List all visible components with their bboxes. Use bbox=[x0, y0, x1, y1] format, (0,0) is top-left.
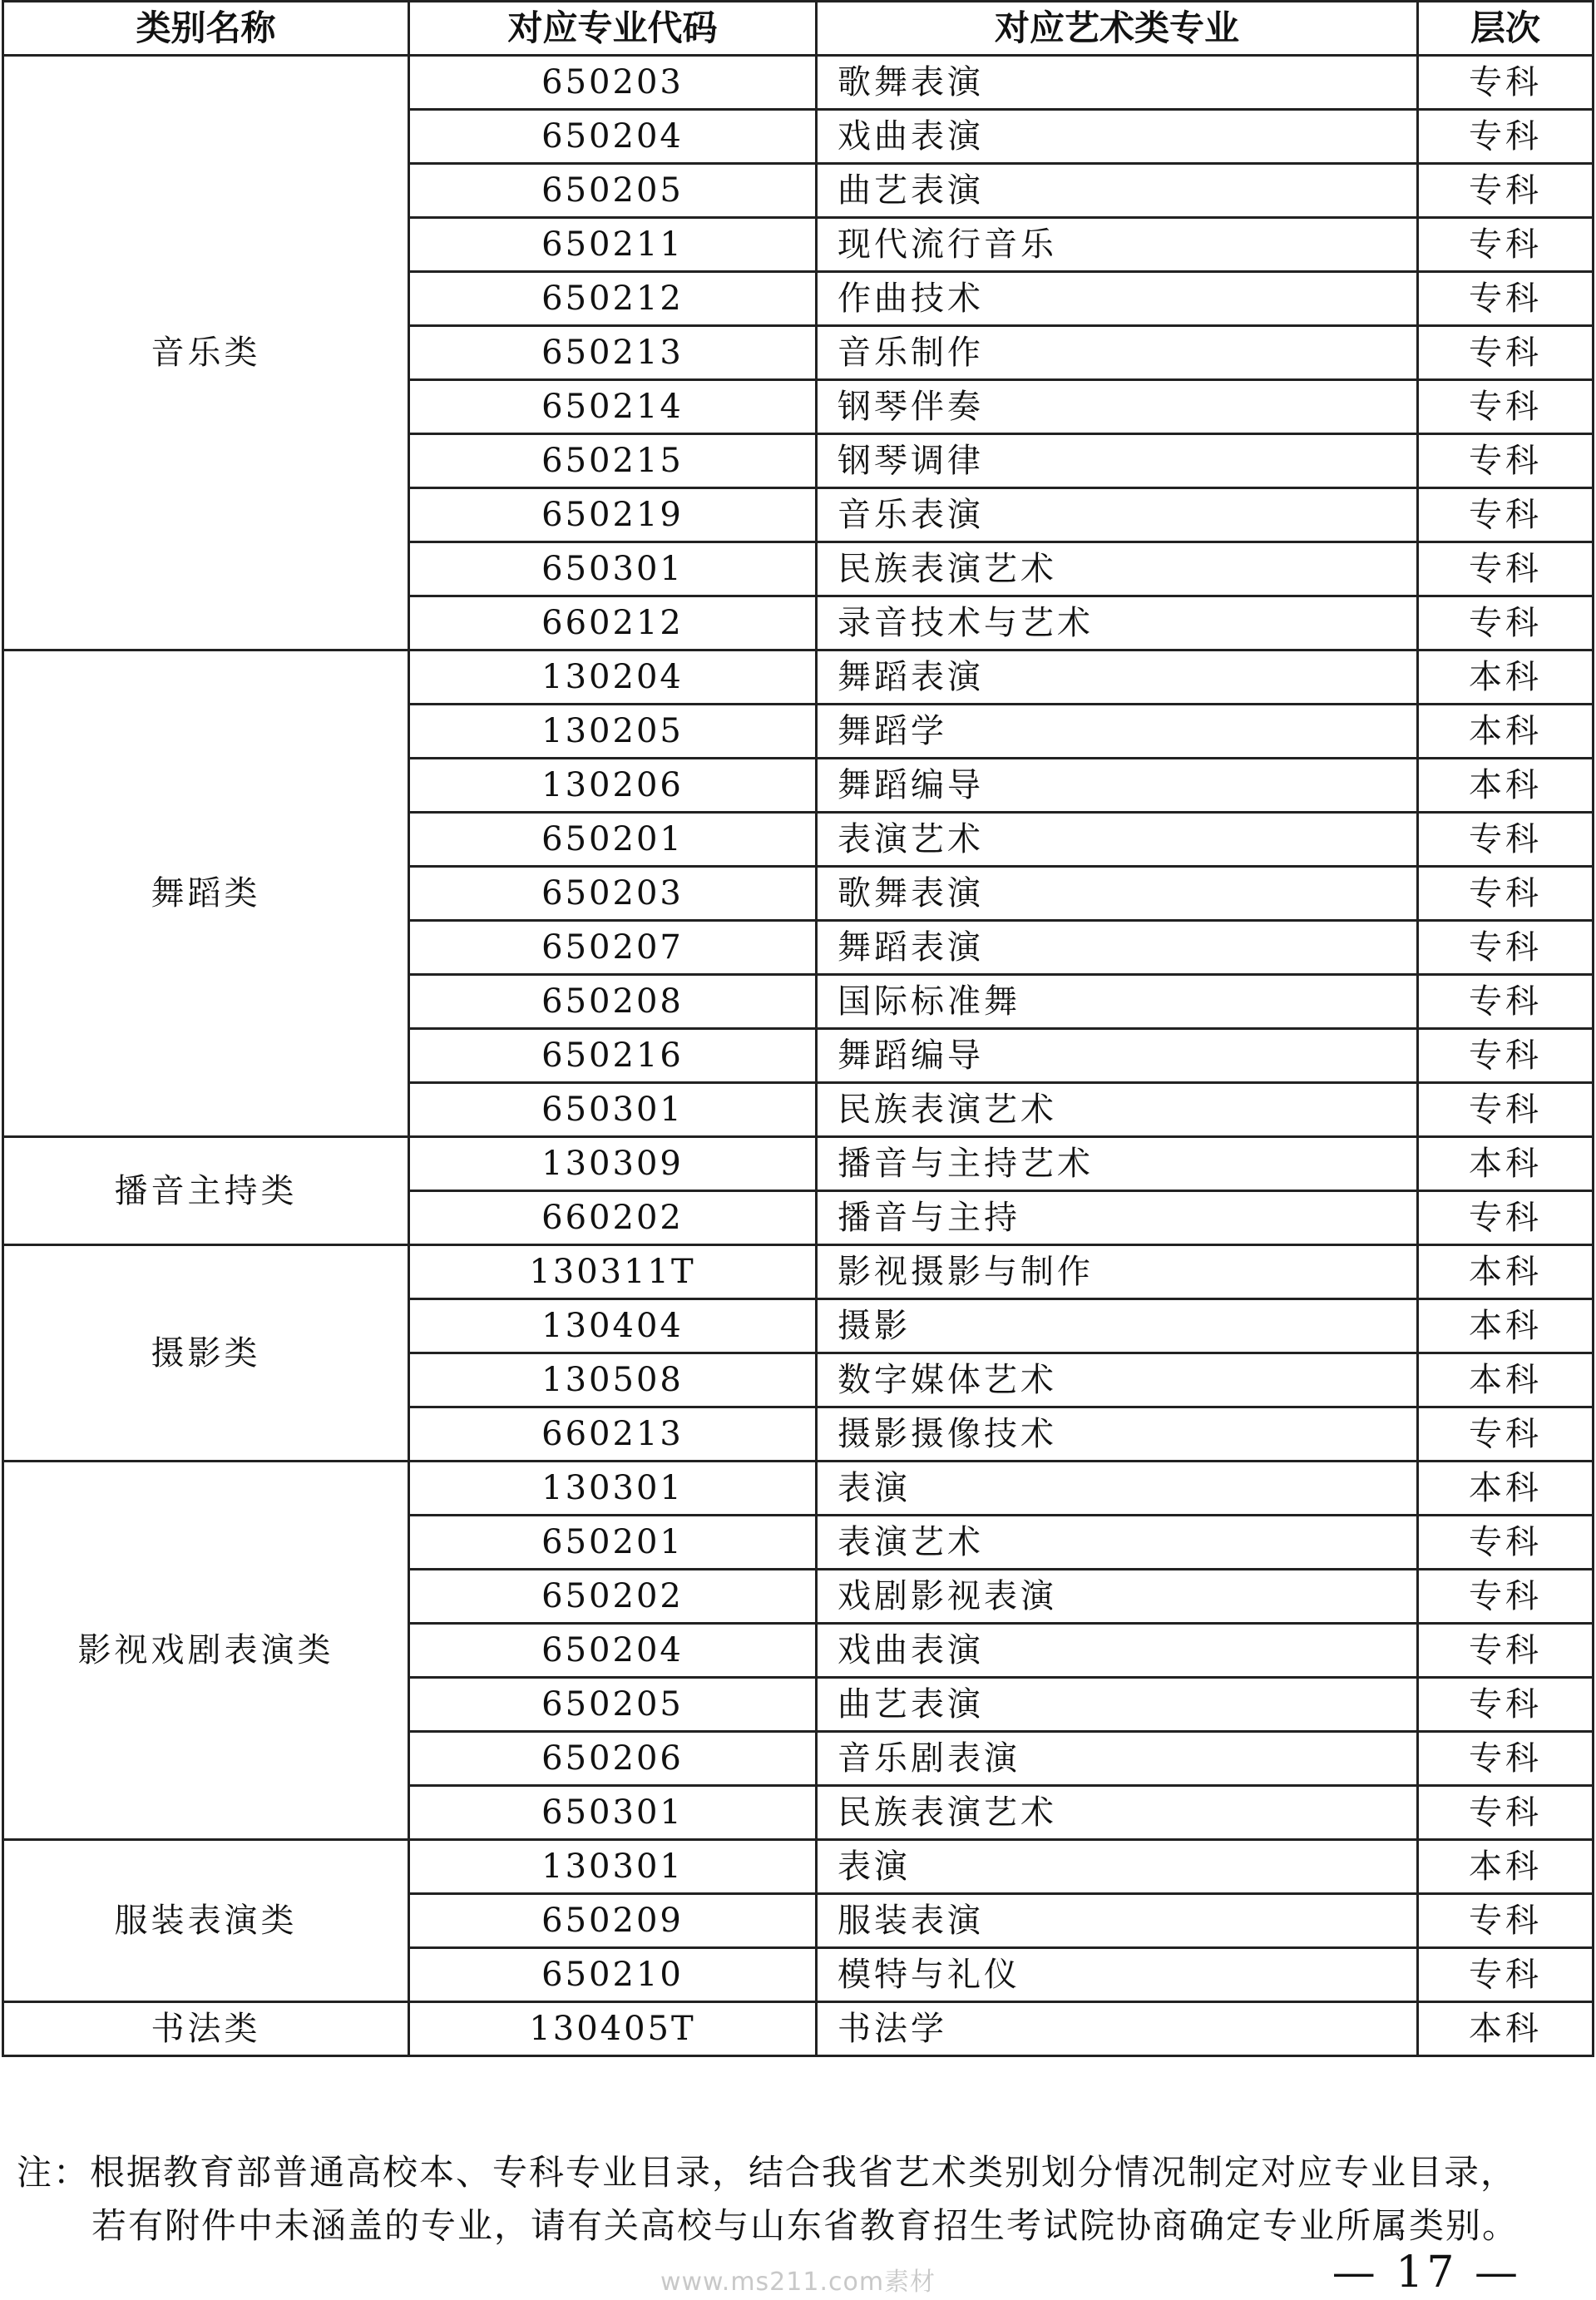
level-cell: 专科 bbox=[1418, 975, 1594, 1029]
level-cell: 本科 bbox=[1418, 1353, 1594, 1407]
level-cell: 专科 bbox=[1418, 1570, 1594, 1624]
table-row bbox=[3, 56, 1594, 110]
level-cell: 专科 bbox=[1418, 1029, 1594, 1083]
footnote-line-1: 注：根据教育部普通高校本、专科专业目录，结合我省艺术类别划分情况制定对应专业目录， bbox=[17, 2152, 1518, 2193]
major-cell: 数字媒体艺术 bbox=[817, 1353, 1418, 1407]
level-cell: 专科 bbox=[1418, 867, 1594, 921]
level-cell: 专科 bbox=[1418, 164, 1594, 218]
code-cell: 130205 bbox=[409, 705, 817, 759]
code-cell: 130206 bbox=[409, 759, 817, 813]
major-cell: 曲艺表演 bbox=[817, 1678, 1418, 1732]
level-cell: 专科 bbox=[1418, 56, 1594, 110]
code-cell: 650209 bbox=[409, 1894, 817, 1948]
code-cell: 650208 bbox=[409, 975, 817, 1029]
major-cell: 曲艺表演 bbox=[817, 164, 1418, 218]
level-cell: 专科 bbox=[1418, 380, 1594, 434]
category-cell: 服装表演类 bbox=[3, 1840, 409, 2002]
code-cell: 130405T bbox=[409, 2002, 817, 2056]
code-cell: 650216 bbox=[409, 1029, 817, 1083]
level-cell: 本科 bbox=[1418, 1299, 1594, 1353]
page-number: — 17 — bbox=[1332, 2248, 1521, 2298]
level-cell: 专科 bbox=[1418, 110, 1594, 164]
code-cell: 130508 bbox=[409, 1353, 817, 1407]
level-cell: 本科 bbox=[1418, 1245, 1594, 1299]
code-cell: 650214 bbox=[409, 380, 817, 434]
category-cell: 播音主持类 bbox=[3, 1137, 409, 1245]
major-cell: 民族表演艺术 bbox=[817, 542, 1418, 596]
table-header-row bbox=[3, 2, 1594, 56]
major-cell: 现代流行音乐 bbox=[817, 218, 1418, 272]
code-cell: 650219 bbox=[409, 488, 817, 542]
level-cell: 本科 bbox=[1418, 705, 1594, 759]
level-cell: 专科 bbox=[1418, 218, 1594, 272]
category-cell: 摄影类 bbox=[3, 1245, 409, 1462]
code-cell: 130301 bbox=[409, 1840, 817, 1894]
level-cell: 专科 bbox=[1418, 596, 1594, 650]
major-cell: 戏曲表演 bbox=[817, 110, 1418, 164]
level-cell: 本科 bbox=[1418, 650, 1594, 705]
level-cell: 专科 bbox=[1418, 813, 1594, 867]
code-cell: 650211 bbox=[409, 218, 817, 272]
category-cell: 舞蹈类 bbox=[3, 650, 409, 1137]
category-cell: 书法类 bbox=[3, 2002, 409, 2056]
code-cell: 130309 bbox=[409, 1137, 817, 1191]
category-cell: 音乐类 bbox=[3, 56, 409, 650]
level-cell: 本科 bbox=[1418, 2002, 1594, 2056]
major-cell: 表演艺术 bbox=[817, 813, 1418, 867]
header-code: 对应专业代码 bbox=[409, 2, 817, 56]
code-cell: 650212 bbox=[409, 272, 817, 326]
code-cell: 650213 bbox=[409, 326, 817, 380]
code-cell: 130311T bbox=[409, 1245, 817, 1299]
level-cell: 本科 bbox=[1418, 1462, 1594, 1516]
major-cell: 音乐制作 bbox=[817, 326, 1418, 380]
level-cell: 专科 bbox=[1418, 1407, 1594, 1462]
major-cell: 舞蹈表演 bbox=[817, 921, 1418, 975]
major-cell: 舞蹈学 bbox=[817, 705, 1418, 759]
major-cell: 国际标准舞 bbox=[817, 975, 1418, 1029]
major-cell: 舞蹈表演 bbox=[817, 650, 1418, 705]
level-cell: 专科 bbox=[1418, 1516, 1594, 1570]
major-cell: 录音技术与艺术 bbox=[817, 596, 1418, 650]
table-row bbox=[3, 1840, 1594, 1894]
level-cell: 专科 bbox=[1418, 1624, 1594, 1678]
table-row bbox=[3, 1245, 1594, 1299]
major-cell: 钢琴调律 bbox=[817, 434, 1418, 488]
code-cell: 650203 bbox=[409, 867, 817, 921]
table-row bbox=[3, 1462, 1594, 1516]
footnote-line-2: 若有附件中未涵盖的专业，请有关高校与山东省教育招生考试院协商确定专业所属类别。 bbox=[91, 2205, 1519, 2246]
level-cell: 本科 bbox=[1418, 1840, 1594, 1894]
code-cell: 660213 bbox=[409, 1407, 817, 1462]
level-cell: 专科 bbox=[1418, 488, 1594, 542]
watermark: www.ms211.com素材 bbox=[660, 2268, 936, 2297]
major-cell: 作曲技术 bbox=[817, 272, 1418, 326]
major-cell: 摄影摄像技术 bbox=[817, 1407, 1418, 1462]
header-major: 对应艺术类专业 bbox=[817, 2, 1418, 56]
major-cell: 表演艺术 bbox=[817, 1516, 1418, 1570]
level-cell: 专科 bbox=[1418, 1678, 1594, 1732]
header-level: 层次 bbox=[1418, 2, 1594, 56]
level-cell: 本科 bbox=[1418, 1137, 1594, 1191]
major-cell: 书法学 bbox=[817, 2002, 1418, 2056]
code-cell: 650215 bbox=[409, 434, 817, 488]
major-cell: 民族表演艺术 bbox=[817, 1083, 1418, 1137]
major-cell: 戏剧影视表演 bbox=[817, 1570, 1418, 1624]
code-cell: 660202 bbox=[409, 1191, 817, 1245]
level-cell: 专科 bbox=[1418, 1894, 1594, 1948]
level-cell: 专科 bbox=[1418, 1191, 1594, 1245]
level-cell: 专科 bbox=[1418, 1786, 1594, 1840]
code-cell: 130204 bbox=[409, 650, 817, 705]
table-row bbox=[3, 650, 1594, 705]
level-cell: 专科 bbox=[1418, 434, 1594, 488]
code-cell: 660212 bbox=[409, 596, 817, 650]
code-cell: 650210 bbox=[409, 1948, 817, 2002]
major-cell: 歌舞表演 bbox=[817, 56, 1418, 110]
major-cell: 音乐表演 bbox=[817, 488, 1418, 542]
major-cell: 影视摄影与制作 bbox=[817, 1245, 1418, 1299]
code-cell: 650206 bbox=[409, 1732, 817, 1786]
level-cell: 专科 bbox=[1418, 1083, 1594, 1137]
level-cell: 专科 bbox=[1418, 272, 1594, 326]
level-cell: 专科 bbox=[1418, 921, 1594, 975]
code-cell: 650202 bbox=[409, 1570, 817, 1624]
header-category: 类别名称 bbox=[3, 2, 409, 56]
major-cell: 表演 bbox=[817, 1840, 1418, 1894]
major-cell: 表演 bbox=[817, 1462, 1418, 1516]
category-cell: 影视戏剧表演类 bbox=[3, 1462, 409, 1840]
major-cell: 歌舞表演 bbox=[817, 867, 1418, 921]
major-cell: 服装表演 bbox=[817, 1894, 1418, 1948]
code-cell: 130301 bbox=[409, 1462, 817, 1516]
major-cell: 民族表演艺术 bbox=[817, 1786, 1418, 1840]
level-cell: 本科 bbox=[1418, 759, 1594, 813]
code-cell: 650207 bbox=[409, 921, 817, 975]
code-cell: 650204 bbox=[409, 110, 817, 164]
major-correspondence-table bbox=[2, 0, 1594, 2057]
footnote bbox=[17, 2146, 1580, 2253]
major-cell: 模特与礼仪 bbox=[817, 1948, 1418, 2002]
table-row bbox=[3, 1137, 1594, 1191]
major-cell: 舞蹈编导 bbox=[817, 1029, 1418, 1083]
major-cell: 钢琴伴奏 bbox=[817, 380, 1418, 434]
level-cell: 专科 bbox=[1418, 326, 1594, 380]
major-cell: 戏曲表演 bbox=[817, 1624, 1418, 1678]
major-cell: 播音与主持 bbox=[817, 1191, 1418, 1245]
code-cell: 650201 bbox=[409, 1516, 817, 1570]
major-cell: 音乐剧表演 bbox=[817, 1732, 1418, 1786]
table-row bbox=[3, 2002, 1594, 2056]
code-cell: 650301 bbox=[409, 1786, 817, 1840]
level-cell: 专科 bbox=[1418, 542, 1594, 596]
code-cell: 650205 bbox=[409, 1678, 817, 1732]
table-body bbox=[3, 56, 1594, 2056]
code-cell: 650301 bbox=[409, 542, 817, 596]
major-cell: 播音与主持艺术 bbox=[817, 1137, 1418, 1191]
code-cell: 650203 bbox=[409, 56, 817, 110]
major-cell: 舞蹈编导 bbox=[817, 759, 1418, 813]
major-cell: 摄影 bbox=[817, 1299, 1418, 1353]
code-cell: 130404 bbox=[409, 1299, 817, 1353]
code-cell: 650205 bbox=[409, 164, 817, 218]
level-cell: 专科 bbox=[1418, 1948, 1594, 2002]
code-cell: 650204 bbox=[409, 1624, 817, 1678]
code-cell: 650201 bbox=[409, 813, 817, 867]
level-cell: 专科 bbox=[1418, 1732, 1594, 1786]
code-cell: 650301 bbox=[409, 1083, 817, 1137]
